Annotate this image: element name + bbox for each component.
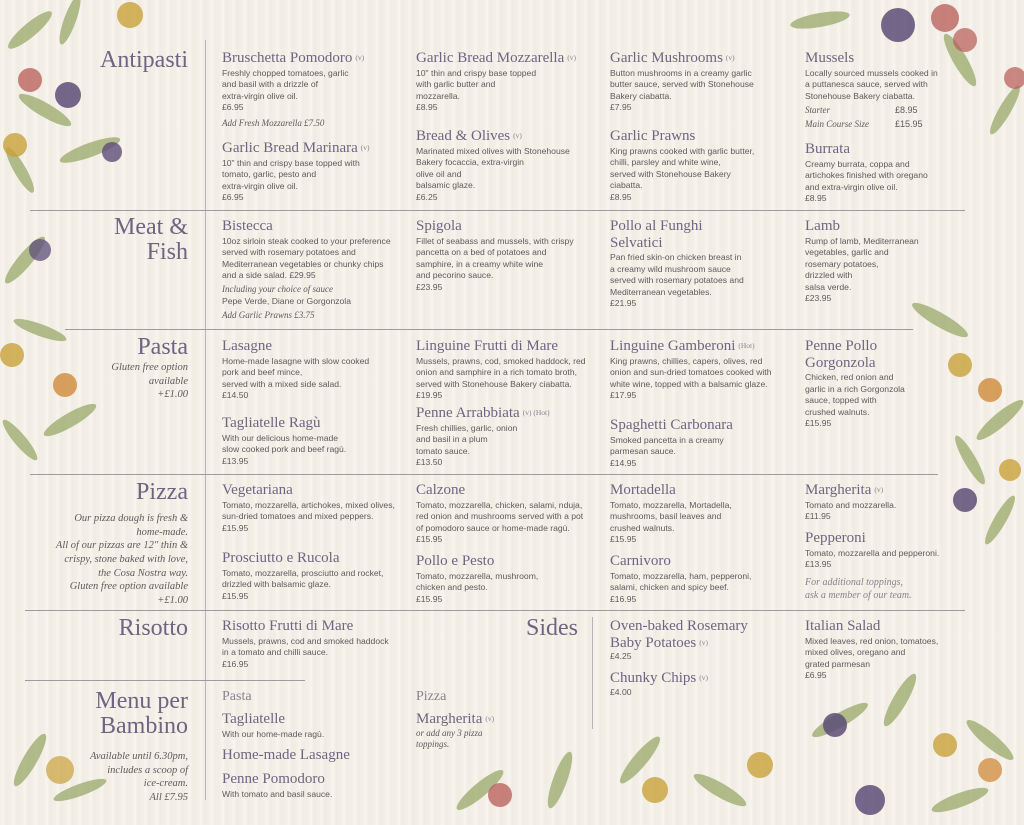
item-name: Home-made Lasagne — [222, 747, 350, 763]
item-description: Marinated mixed olives with Stonehouse Bakery focaccia, extra-virgin olive oil and balsamic glaze. — [416, 145, 570, 191]
item-description: Mussels, prawns, cod, smoked haddock, red onion and samphire in a rich tomato broth, served with Stonehouse Bakery ciabatta. — [416, 355, 586, 389]
item-price: £4.25 — [610, 651, 632, 661]
item-name: Vegetariana — [222, 482, 293, 498]
item-description: Tomato, mozzarella, prosciutto and rocket, drizzled with balsamic glaze. — [222, 567, 384, 590]
menu-item-risotto-frutti — [222, 618, 407, 670]
section-title-pasta: Pasta — [137, 334, 188, 360]
item-name: Penne Pomodoro — [222, 771, 325, 787]
item-price: £8.95 — [610, 191, 632, 202]
item-name: Lamb — [805, 218, 840, 234]
menu-item-spaghetti-carbonara — [610, 417, 795, 469]
item-price: £8.95 — [416, 102, 438, 113]
menu-item-carnivoro — [610, 553, 795, 605]
item-description: Tomato, mozzarella, mushroom, chicken and pesto. — [416, 570, 539, 593]
item-price: £23.95 — [805, 293, 832, 304]
item-price: £8.95 — [805, 193, 827, 204]
item-description: Home-made lasagne with slow cooked pork and beef mince, served with a mixed side salad. — [222, 355, 370, 389]
item-price: £17.95 — [610, 390, 637, 401]
menu-item-linguine-frutti — [416, 338, 601, 402]
item-price: £6.95 — [222, 192, 244, 203]
mussels-main-row: Main Course Size £15.95 — [805, 118, 923, 129]
menu-item-kid-lasagne — [222, 747, 407, 764]
item-description: Mixed leaves, red onion, tomatoes, mixed olives, oregano and grated parmesan — [805, 635, 939, 669]
item-description: 10oz sirloin steak cooked to your preference served with rosemary potatoes and Mediterranean vegetables or chunky chips and a side salad. £29.95 — [222, 235, 391, 281]
pizza-note: Our pizza dough is fresh & home-made. All of our pizzas are 12" thin & crispy, stone baked with love, the Cosa Nostra way. Gluten free option available +£1.00 — [55, 513, 188, 606]
menu-item-spigola — [416, 218, 601, 293]
menu-item-linguine-gamberoni — [610, 338, 795, 402]
item-description: Smoked pancetta in a creamy parmesan sauce. — [610, 434, 724, 457]
menu-item-chunky-chips — [610, 670, 795, 698]
item-description: King prawns, chillies, capers, olives, red onion and sun-dried tomatoes cooked with white wine, topped with a balsamic glaze. — [610, 355, 772, 389]
item-description: With our delicious home-made slow cooked pork and beef ragù. — [222, 432, 347, 455]
item-price: £15.95 — [610, 534, 637, 545]
section-title-pizza: Pizza — [136, 479, 188, 505]
item-name: Bread & Olives (v) — [416, 128, 522, 144]
item-name: Carnivoro — [610, 553, 671, 569]
item-description: With tomato and basil sauce. — [222, 788, 333, 799]
item-name: Garlic Prawns — [610, 128, 696, 144]
item-price: £15.95 — [416, 534, 443, 545]
item-description: Tomato, mozzarella, Mortadella, mushrooms, basil leaves and crushed walnuts. — [610, 499, 732, 533]
item-price: £6.95 — [805, 670, 827, 681]
item-description: 10" thin and crispy base topped with tomato, garlic, pesto and extra-virgin olive oil. — [222, 157, 360, 191]
item-price: £14.95 — [610, 457, 637, 468]
item-name: Linguine Gamberoni (Hot) — [610, 338, 755, 354]
item-name: Penne Arrabbiata (v) (Hot) — [416, 405, 550, 421]
item-name: Risotto Frutti di Mare — [222, 618, 354, 634]
menu-item-pepperoni — [805, 530, 955, 571]
item-description: King prawns cooked with garlic butter, chilli, parsley and white wine, served with Stonehouse Bakery ciabatta. — [610, 145, 755, 191]
item-price: £13.95 — [805, 559, 832, 570]
menu-item-calzone — [416, 482, 601, 546]
item-price: £15.95 — [222, 590, 249, 601]
item-price: £15.95 — [805, 418, 832, 429]
section-title-meat-fish: Meat & Fish — [114, 214, 188, 266]
menu-item-kid-penne — [222, 771, 407, 800]
item-name: Garlic Mushrooms (v) — [610, 50, 735, 66]
section-title-sides: Sides — [525, 615, 578, 641]
menu-item-bruschetta — [222, 50, 407, 130]
item-name: Margherita (v) — [805, 482, 884, 498]
section-title-risotto: Risotto — [118, 615, 188, 641]
menu-item-bread-olives — [416, 128, 601, 203]
menu-item-rosemary-potatoes — [610, 618, 795, 663]
item-name: Mussels — [805, 50, 855, 66]
item-price: £16.95 — [610, 593, 637, 604]
item-name: Bistecca — [222, 218, 273, 234]
item-name: Burrata — [805, 141, 850, 157]
menu-item-burrata — [805, 141, 955, 205]
menu-item-lamb — [805, 218, 935, 305]
menu-item-kid-tagliatelle — [222, 711, 407, 740]
item-name: Pollo al Funghi Selvatici — [610, 218, 703, 251]
item-price: £11.95 — [805, 511, 831, 522]
item-description: Pan fried skin-on chicken breast in a creamy wild mushroom sauce served with rosemary potatoes and Mediterranean vegetables. — [610, 252, 744, 297]
menu-item-penne-pollo — [805, 338, 935, 430]
mussels-starter-row: Starter £8.95 — [805, 105, 918, 116]
item-price: £16.95 — [222, 658, 249, 669]
menu-item-margherita — [805, 482, 955, 523]
item-name: Oven-baked Rosemary Baby Potatoes (v) — [610, 618, 748, 651]
item-description: Tomato, mozzarella, artichokes, mixed olives, sun-dried tomatoes and mixed peppers. — [222, 499, 395, 522]
item-description: Tomato, mozzarella, chicken, salami, nduja, red onion and mushrooms served with a pot of pomodoro sauce or home-made ragù. — [416, 499, 584, 533]
menu-item-garlic-prawns — [610, 128, 795, 203]
item-description: Locally sourced mussels cooked in a puttanesca sauce, served with Stonehouse Bakery ciabatta. — [805, 67, 938, 101]
item-name: Margherita (v) — [416, 711, 495, 727]
item-name: Garlic Bread Marinara (v) — [222, 140, 370, 156]
item-name: Penne Pollo Gorgonzola — [805, 338, 878, 371]
item-price: £15.95 — [416, 593, 443, 604]
menu-item-tagliatelle-ragu — [222, 415, 407, 467]
item-price: £23.95 — [416, 281, 443, 292]
item-description: Creamy burrata, coppa and artichokes finished with oregano and extra-virgin olive oil. — [805, 158, 928, 192]
item-description: Fresh chillies, garlic, onion and basil in a plum tomato sauce. — [416, 422, 518, 456]
section-divider — [30, 210, 965, 211]
item-description: Button mushrooms in a creamy garlic butter sauce, served with Stonehouse Bakery ciabatta. — [610, 67, 754, 101]
item-price: £4.00 — [610, 686, 632, 697]
item-description: Tomato, mozzarella, ham, pepperoni, salami, chicken and spicy beef. — [610, 570, 752, 593]
item-name: Prosciutto e Rucola — [222, 550, 340, 566]
item-extra: Add Fresh Mozzarella £7.50 — [222, 117, 325, 128]
menu-item-penne-arrabbiata — [416, 405, 601, 469]
menu-item-garlic-bread-marinara — [222, 140, 407, 204]
menu-item-prosciutto — [222, 550, 407, 602]
item-price: £14.50 — [222, 390, 249, 401]
menu-item-pollo-pesto — [416, 553, 601, 605]
item-name: Pepperoni — [805, 530, 866, 546]
column-divider — [205, 40, 206, 800]
item-name: Italian Salad — [805, 618, 881, 634]
item-price: £6.95 — [222, 102, 244, 113]
section-divider — [30, 474, 938, 475]
menu-item-vegetariana — [222, 482, 407, 534]
item-name: Tagliatelle Ragù — [222, 415, 321, 431]
item-name: Linguine Frutti di Mare — [416, 338, 559, 354]
item-name: Calzone — [416, 482, 466, 498]
menu-item-italian-salad — [805, 618, 955, 682]
pasta-note: Gluten free option available +£1.00 — [111, 362, 188, 401]
toppings-note: For additional toppings, ask a member of our team. — [805, 577, 912, 601]
item-name: Chunky Chips (v) — [610, 670, 709, 686]
item-description: 10" thin and crispy base topped with garlic butter and mozzarella. — [416, 67, 537, 101]
item-description: Chicken, red onion and garlic in a rich Gorgonzola sauce, topped with crushed walnuts. — [805, 372, 905, 417]
item-name: Pollo e Pesto — [416, 553, 495, 569]
menu-item-garlic-mushrooms — [610, 50, 795, 114]
item-price: £21.95 — [610, 298, 637, 309]
menu-item-garlic-bread-mozzarella — [416, 50, 601, 114]
bambino-note: Available until 6.30pm, includes a scoop of ice-cream. All £7.95 — [90, 751, 188, 803]
item-description: Tomato, mozzarella and pepperoni. — [805, 547, 940, 558]
item-description: With our home-made ragù. — [222, 728, 325, 739]
item-name: Lasagne — [222, 338, 272, 354]
item-extra: Add Garlic Prawns £3.75 — [222, 310, 315, 321]
menu-item-kid-margherita — [416, 711, 601, 751]
section-divider — [25, 680, 305, 681]
menu-item-mortadella — [610, 482, 795, 546]
item-description: Mussels, prawns, cod and smoked haddock in a tomato and chilli sauce. — [222, 635, 389, 658]
item-sauces: Pepe Verde, Diane or Gorgonzola — [222, 296, 351, 307]
item-price: £19.95 — [416, 390, 443, 401]
item-name: Mortadella — [610, 482, 676, 498]
section-divider — [25, 610, 965, 611]
item-name: Spigola — [416, 218, 462, 234]
item-name: Tagliatelle — [222, 711, 286, 727]
item-description: Fillet of seabass and mussels, with crispy pancetta on a bed of potatoes and samphire, in a creamy white wine and pecorino sauce. — [416, 235, 574, 281]
menu-item-pollo-funghi — [610, 218, 795, 310]
item-name: Spaghetti Carbonara — [610, 417, 733, 433]
item-price: £7.95 — [610, 102, 632, 113]
item-price: £13.50 — [416, 457, 443, 468]
bambino-subhead-pizza: Pizza — [416, 689, 447, 704]
menu-item-mussels — [805, 50, 955, 131]
item-sauce-label: Including your choice of sauce — [222, 283, 333, 294]
menu-item-bistecca — [222, 218, 407, 323]
item-description: Freshly chopped tomatoes, garlic and basil with a drizzle of extra-virgin olive oil. — [222, 67, 349, 101]
section-divider — [65, 329, 913, 330]
item-description: Rump of lamb, Mediterranean vegetables, garlic and rosemary potatoes, drizzled with salsa verde. — [805, 235, 919, 292]
item-price: £13.95 — [222, 455, 249, 466]
item-price: £15.95 — [222, 522, 249, 533]
item-name: Bruschetta Pomodoro (v) — [222, 50, 365, 66]
menu-item-lasagne — [222, 338, 407, 402]
bambino-subhead-pasta: Pasta — [222, 689, 252, 704]
item-name: Garlic Bread Mozzarella (v) — [416, 50, 576, 66]
section-title-antipasti: Antipasti — [100, 47, 188, 73]
item-description: Tomato and mozzarella. — [805, 499, 897, 510]
item-price: £6.25 — [416, 191, 438, 202]
item-extra: or add any 3 pizza toppings. — [416, 727, 483, 750]
section-title-bambino: Menu per Bambino — [95, 688, 188, 740]
